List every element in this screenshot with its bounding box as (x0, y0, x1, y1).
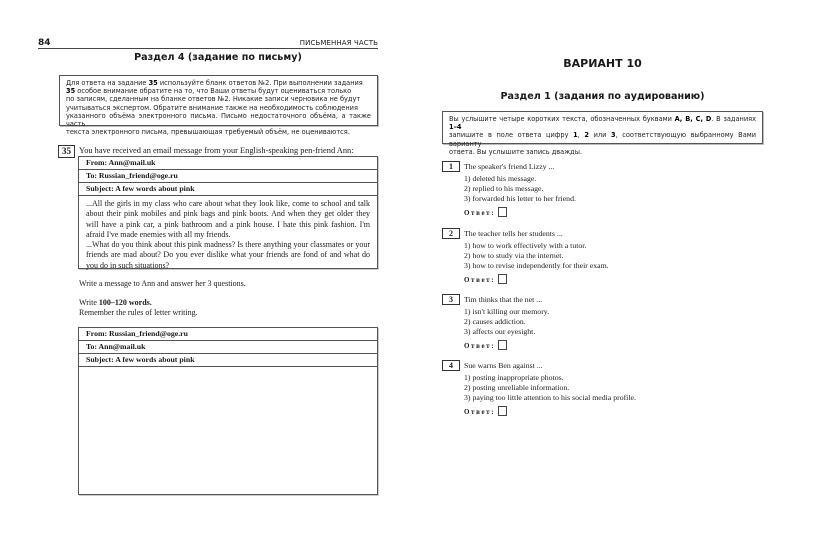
answer-option-2: 2) posting unreliable information. (464, 383, 570, 392)
instruction-line: по записям, сделанным на бланке ответов №2. Никакие записи черновика не будут (66, 95, 361, 104)
instruction-line: запишите в поле ответа цифру 1, 2 или 3, соответствующую выбранному Вами варианту (449, 131, 756, 148)
instruction-line: указанного объёма электронного письма. Письмо недостаточного объёма, а также часть (66, 111, 371, 129)
email-to: To: Russian_friend@oge.ru (79, 170, 377, 183)
email-body (79, 196, 377, 273)
question-stem: The teacher tells her students ... (464, 229, 563, 238)
answer-option-2: 2) replied to his message. (464, 184, 544, 193)
instruction-line: Вы услышите четыре коротких текста, обозначенных буквами A, B, C, D. В заданиях 1–4 (449, 115, 756, 132)
question-number-badge: 4 (442, 360, 460, 371)
question-number-badge: 1 (442, 161, 460, 172)
reply-from: From: Russian_friend@oge.ru (79, 328, 377, 341)
answer-input-box[interactable] (498, 274, 507, 284)
email-from: From: Ann@mail.uk (79, 157, 377, 170)
instruction-line: Для ответа на задание 35 используйте бланк ответов №2. При выполнении задания (66, 79, 363, 87)
header-rule (38, 48, 378, 49)
answer-option-3: 3) affects our eyesight. (464, 327, 536, 336)
question-stem: Sue warns Ben against ... (464, 361, 543, 370)
answer-option-3: 3) forwarded his letter to her friend. (464, 194, 576, 203)
answer-label: Ответ: (464, 276, 496, 284)
instructions-box (59, 75, 378, 137)
word-count-instruction: Write 100–120 words. (79, 298, 152, 307)
question-stem: The speaker's friend Lizzy ... (464, 162, 555, 171)
section-title: Раздел 4 (задание по письму) (134, 52, 302, 63)
section-title: Раздел 1 (задания по аудированию) (500, 91, 705, 102)
reply-email (78, 327, 378, 495)
email-subject: Subject: A few words about pink (79, 183, 377, 196)
reply-to: To: Ann@mail.uk (79, 341, 377, 354)
page-number: 84 (38, 38, 51, 48)
question-number-badge: 3 (442, 294, 460, 305)
email-paragraph: ...All the girls in my class who care about what they look like, come to school and talk about their pink mobiles and pink bags and pink boots. And when they get older they will have a pink car, a pink bathroom and a pink house. I hate this pink fashion. I'm afraid I've made enemies with all my friends. (86, 199, 370, 239)
variant-title: ВАРИАНТ 10 (563, 57, 642, 70)
instruction-line: учитываться экспертом. Обратите внимание также на необходимость соблюдения (66, 103, 358, 112)
instructions-box (442, 111, 763, 156)
answer-input-box[interactable] (498, 406, 507, 416)
reply-body-area[interactable] (79, 367, 377, 495)
instruction-line: ответа. Вы услышите запись дважды. (449, 147, 583, 156)
running-head: ПИСЬМЕННАЯ ЧАСТЬ (299, 39, 378, 47)
answer-option-3: 3) how to revise independently for their exam. (464, 261, 609, 270)
answer-label: Ответ: (464, 408, 496, 416)
answer-input-box[interactable] (498, 340, 507, 350)
answer-option-1: 1) deleted his message. (464, 174, 537, 183)
answer-option-1: 1) posting inappropriate photos. (464, 373, 564, 382)
letter-rules-instruction: Remember the rules of letter writing. (79, 308, 198, 317)
answer-option-3: 3) paying too little attention to his social media profile. (464, 393, 636, 402)
answer-option-2: 2) causes addiction. (464, 317, 526, 326)
answer-input-box[interactable] (498, 207, 507, 217)
task-number-badge: 35 (58, 145, 75, 158)
answer-label: Ответ: (464, 209, 496, 217)
answer-option-1: 1) isn't killing our memory. (464, 307, 550, 316)
instruction-line: текста электронного письма, превышающая требуемый объём, не оцениваются. (66, 128, 350, 137)
instruction-line: 35 особое внимание обратите на то, что Ваши ответы будут оцениваться только (66, 87, 352, 96)
question-number-badge: 2 (442, 228, 460, 239)
answer-option-2: 2) how to study via the internet. (464, 251, 564, 260)
task-instruction: Write a message to Ann and answer her 3 questions. (79, 279, 246, 288)
incoming-email (78, 156, 378, 269)
task-prompt: You have received an email message from your English-speaking pen-friend Ann: (79, 146, 354, 155)
email-paragraph: ...What do you think about this pink madness? Is there anything your classmates or your friends are mad about? Do you ever dislike what your friends are fond of and what do you do in such situations? (86, 240, 370, 270)
question-stem: Tim thinks that the net ... (464, 295, 543, 304)
answer-option-1: 1) how to work effectively with a tutor. (464, 241, 587, 250)
answer-label: Ответ: (464, 342, 496, 350)
reply-subject: Subject: A few words about pink (79, 354, 377, 367)
